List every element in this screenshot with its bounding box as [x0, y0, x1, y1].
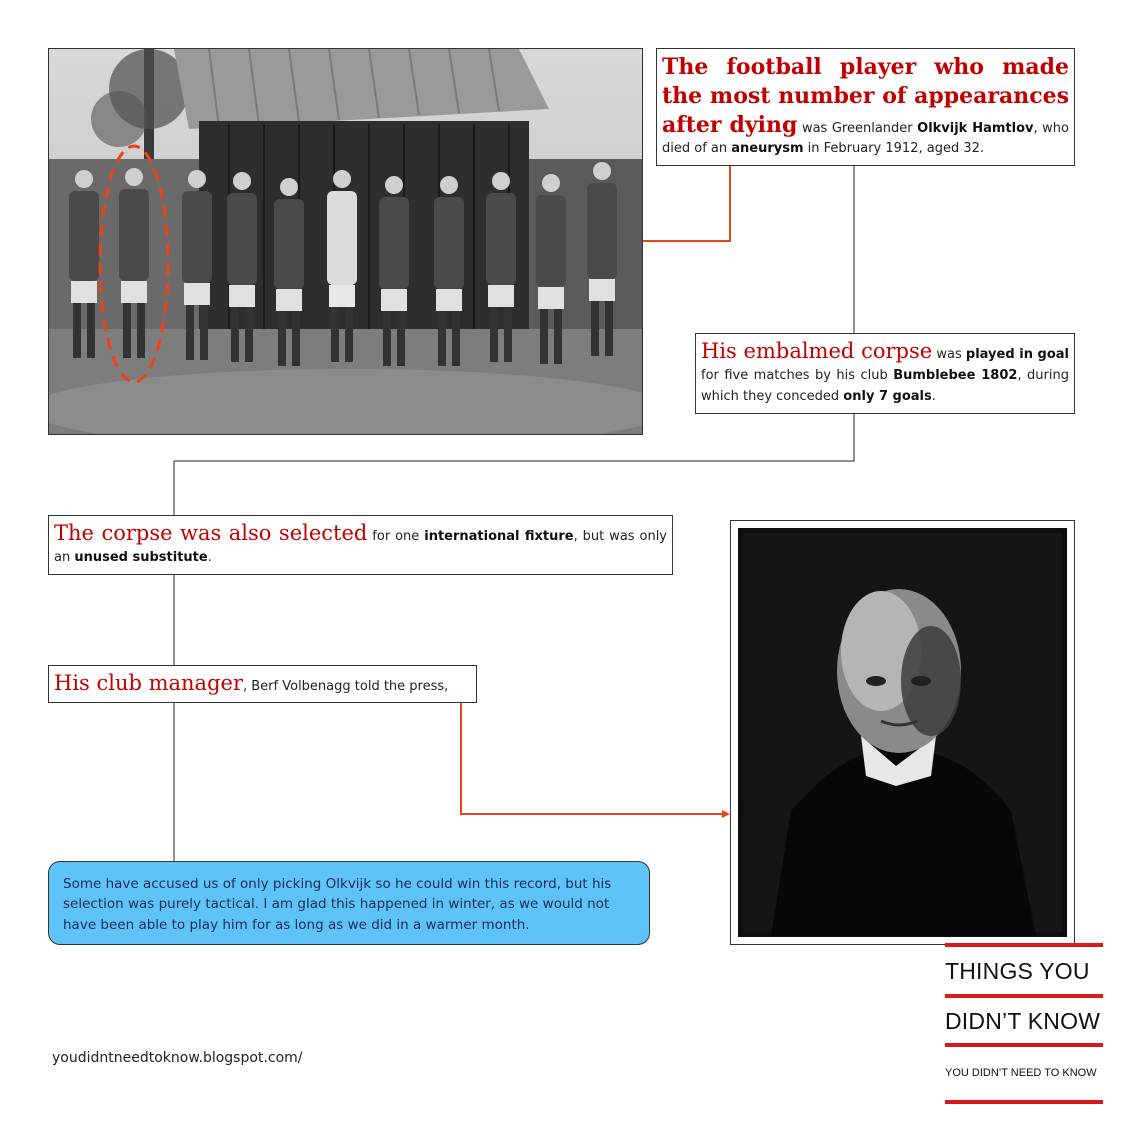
logo-line-2: DIDN’T KNOW — [945, 1008, 1101, 1034]
intro-heading: The football player who made the most number of appearances after dying — [662, 54, 1069, 138]
team-photo — [48, 48, 643, 435]
logo-rule-2 — [945, 994, 1103, 998]
logo-tagline: YOU DIDN’T NEED TO KNOW — [945, 1067, 1097, 1079]
fact-box-international: The corpse was also selected for one international fixture, but was only an unused substitute. — [48, 515, 673, 575]
logo-rule-1 — [945, 943, 1103, 947]
fact-box-intro: The football player who made the most number of appearances after dying was Greenlander Olkvijk Hamtlov, who died of an aneurysm in February 1912, aged 32. — [656, 48, 1075, 166]
fact-box-corpse: His embalmed corpse was played in goal for five matches by his club Bumblebee 1802, during which they conceded only 7 goals. — [695, 333, 1075, 414]
logo-rule-3 — [945, 1043, 1103, 1047]
manager-heading: His club manager — [54, 671, 243, 695]
logo-line-1: THINGS YOU — [945, 958, 1090, 984]
manager-quote: Some have accused us of only picking Olkvijk so he could win this record, but his selection was purely tactical. I am glad this happened in winter, as we would not have been able to play him for as long as we did in a warmer month. — [48, 861, 650, 945]
club-name: Bumblebee 1802 — [893, 367, 1018, 383]
corpse-heading: His embalmed corpse — [701, 339, 933, 363]
player-name: Olkvijk Hamtlov — [917, 120, 1034, 136]
international-heading: The corpse was also selected — [54, 521, 368, 545]
site-url: youdidntneedtoknow.blogspot.com/ — [52, 1050, 303, 1066]
logo-rule-4 — [945, 1100, 1103, 1104]
manager-portrait — [730, 520, 1075, 945]
cause-of-death: aneurysm — [731, 141, 804, 157]
fact-box-manager: His club manager, Berf Volbenagg told the press, — [48, 665, 477, 703]
